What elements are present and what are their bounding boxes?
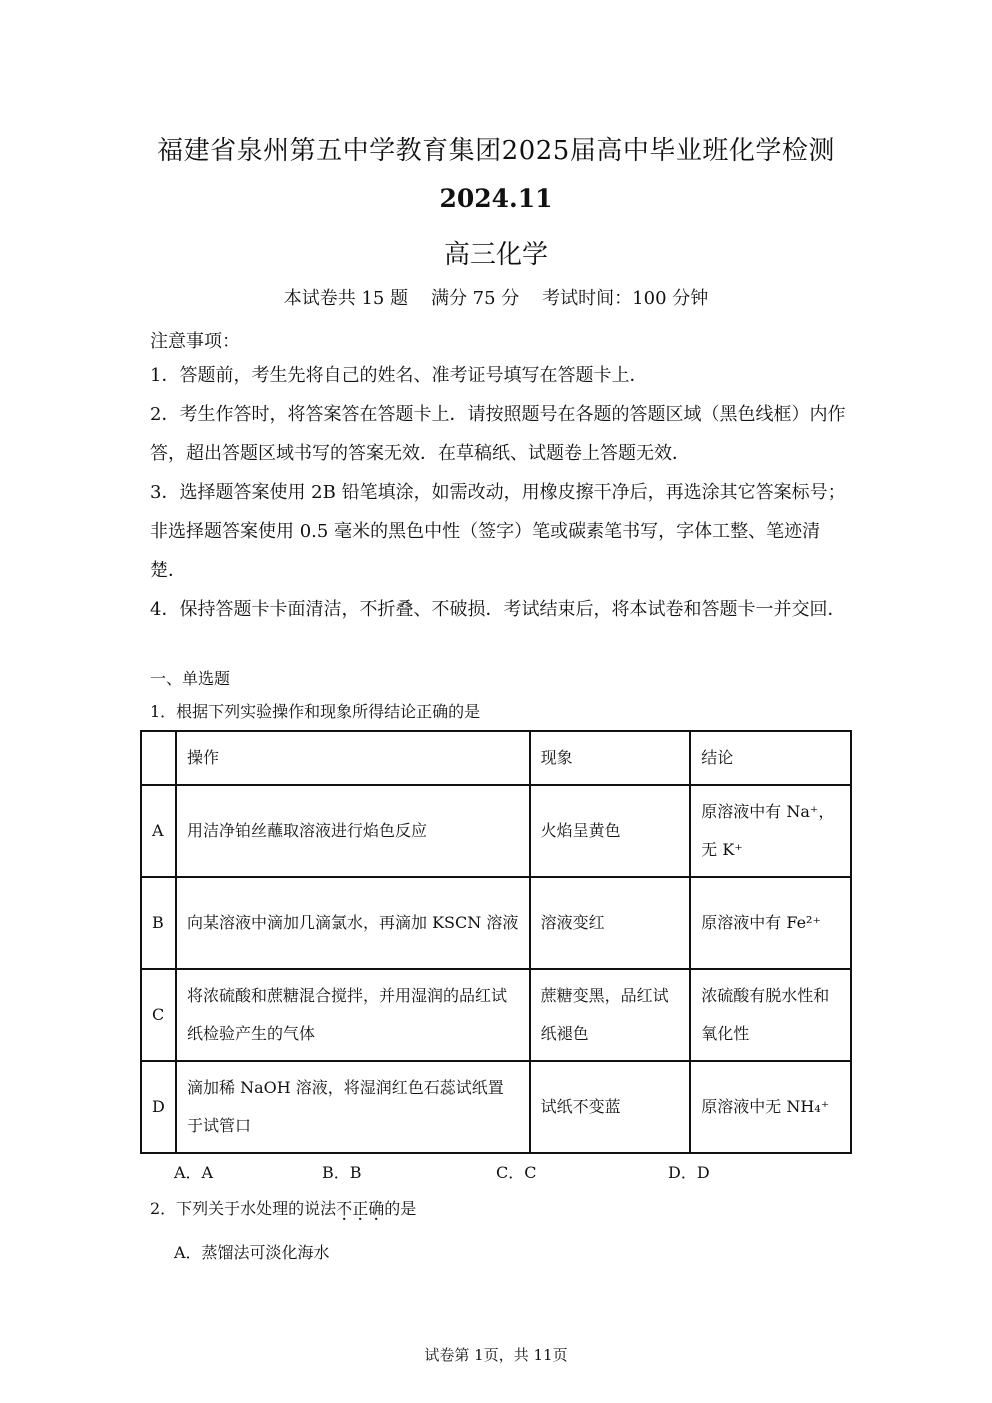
table-header-cell: 操作 (176, 731, 530, 785)
table-header-cell (141, 731, 176, 785)
row-conclusion-line: 原溶液中有 Na⁺， (701, 802, 835, 821)
row-label: B (141, 877, 176, 969)
row-label: C (141, 969, 176, 1061)
table-header-cell: 结论 (690, 731, 851, 785)
row-phenomenon: 溶液变红 (530, 877, 691, 969)
question-1-table (140, 730, 852, 1154)
table-row (141, 877, 851, 969)
emphasis-char: 正 (352, 1199, 369, 1218)
row-operation: 将浓硫酸和蔗糖混合搅拌，并用湿润的品红试纸检验产生的气体 (176, 969, 530, 1061)
row-conclusion: 浓硫酸有脱水性和氧化性 (690, 969, 851, 1061)
emphasis-char: 不 (336, 1199, 353, 1218)
question-2-stem-emphasis (336, 1199, 384, 1218)
emphasis-char: 确 (368, 1199, 385, 1218)
row-phenomenon: 火焰呈黄色 (530, 785, 691, 877)
option-a[interactable]: A．A (174, 1163, 214, 1182)
row-operation: 滴加稀 NaOH 溶液，将湿润红色石蕊试纸置于试管口 (176, 1061, 530, 1153)
row-phenomenon: 试纸不变蓝 (530, 1061, 691, 1153)
question-2-stem (150, 1196, 416, 1219)
exam-info: 本试卷共 15 题 满分 75 分 考试时间：100 分钟 (283, 288, 709, 309)
row-label: D (141, 1061, 176, 1153)
question-1-stem: 1．根据下列实验操作和现象所得结论正确的是 (150, 702, 481, 721)
row-phenomenon: 蔗糖变黑，品红试纸褪色 (530, 969, 691, 1061)
table-header-row (141, 731, 851, 785)
option-d[interactable]: D．D (668, 1163, 710, 1182)
section-heading: 一、单选题 (150, 669, 231, 688)
table-header-cell: 现象 (530, 731, 691, 785)
question-2-stem-pre: 2．下列关于水处理的说法 (150, 1199, 337, 1218)
note-item-3: 3．选择题答案使用 2B 铅笔填涂，如需改动，用橡皮擦干净后，再选涂其它答案标号；非选择题答案使用 0.5 毫米的黑色中性（签字）笔或碳素笔书写，字体工整、笔迹清楚． (150, 482, 846, 581)
note-item-4: 4．保持答题卡卡面清洁，不折叠、不破损．考试结束后，将本试卷和答题卡一并交回． (150, 599, 846, 620)
page-footer: 试卷第 1页，共 11页 (424, 1346, 568, 1364)
row-operation: 向某溶液中滴加几滴氯水，再滴加 KSCN 溶液 (176, 877, 530, 969)
note-item-1: 1．答题前，考生先将自己的姓名、准考证号填写在答题卡上． (150, 365, 648, 386)
notes-heading: 注意事项： (150, 331, 240, 352)
option-b[interactable]: B．B (322, 1163, 362, 1182)
row-operation: 用洁净铂丝蘸取溶液进行焰色反应 (176, 785, 530, 877)
exam-date: 2024.11 (439, 184, 553, 213)
question-2-option-a[interactable]: A．蒸馏法可淡化海水 (174, 1243, 330, 1262)
table-row (141, 969, 851, 1061)
row-conclusion-line: 无 K⁺ (701, 840, 743, 859)
note-item-2: 2．考生作答时，将答案答在答题卡上．请按照题号在各题的答题区域（黑色线框）内作答，超出答题区域书写的答案无效．在草稿纸、试题卷上答题无效． (150, 404, 846, 464)
row-conclusion: 原溶液中有 Fe²⁺ (690, 877, 851, 969)
exam-subject: 高三化学 (443, 240, 548, 270)
table-row (141, 785, 851, 877)
question-2-stem-post: 的是 (384, 1199, 417, 1218)
option-c[interactable]: C．C (496, 1163, 537, 1182)
table-row (141, 1061, 851, 1153)
exam-title: 福建省泉州第五中学教育集团2025届高中毕业班化学检测 (157, 136, 835, 166)
row-label: A (141, 785, 176, 877)
row-conclusion (690, 785, 851, 877)
row-conclusion: 原溶液中无 NH₄⁺ (690, 1061, 851, 1153)
